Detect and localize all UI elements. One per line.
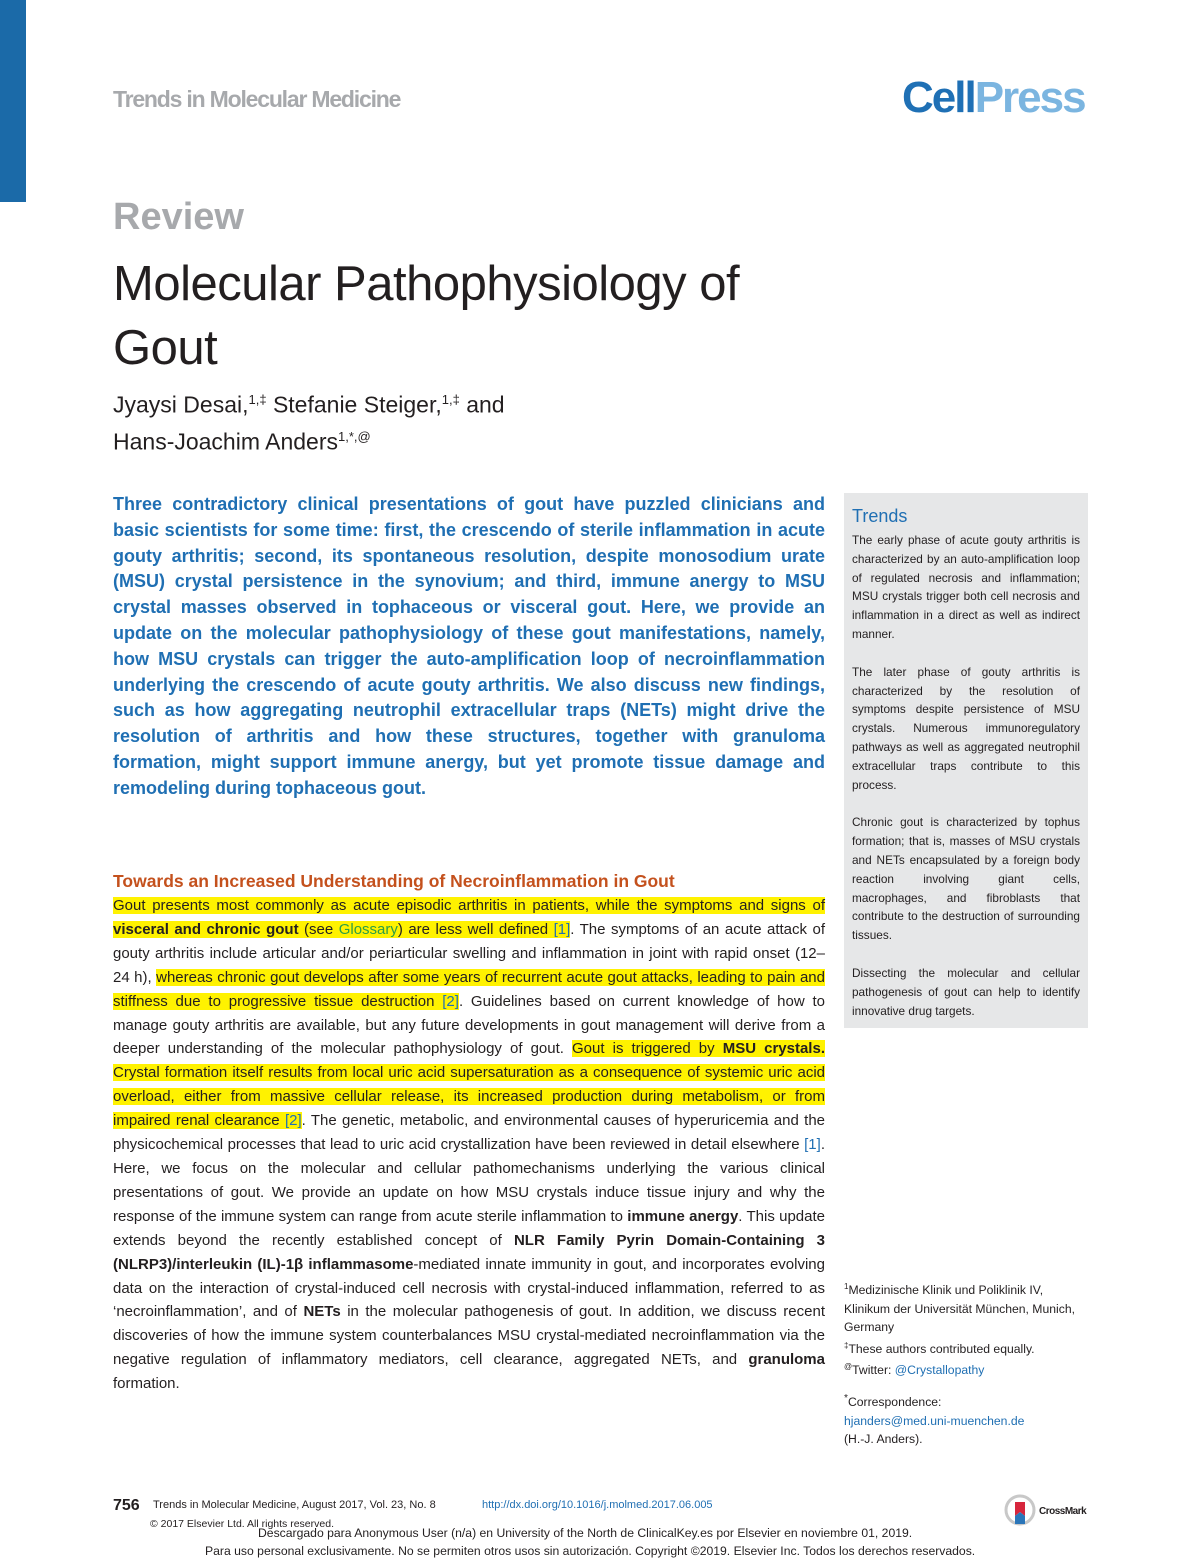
affiliation-text: Medizinische Klinik und Poliklinik IV, Klinikum der Universität München, Munich, Germany	[844, 1283, 1075, 1335]
body-paragraph	[113, 894, 825, 1396]
affiliation-item	[844, 1358, 1088, 1380]
author-conjunction: and	[466, 391, 505, 418]
affiliation-item	[844, 1337, 1088, 1359]
author-list	[113, 384, 833, 457]
trend-item: Chronic gout is characterized by tophus formation; that is, masses of MSU crystals and NETs encapsulated by a foreign body reaction involving giant cells, macrophages, and fibroblasts that contribute to the destruction of surrounding tissues.	[852, 815, 1080, 943]
body-text-run: (see	[298, 920, 339, 938]
body-text-run: ) are less well defined	[397, 920, 554, 938]
body-text-run: formation.	[113, 1375, 180, 1393]
affiliation-mark: ‡	[844, 1340, 849, 1350]
crossmark-icon	[1004, 1494, 1036, 1530]
page-number: 756	[113, 1497, 140, 1514]
glossary-term: visceral and chronic gout	[113, 920, 299, 938]
trend-item: Dissecting the molecular and cellular pathogenesis of gout can help to identify innovative drug targets.	[852, 965, 1080, 1018]
reference-link[interactable]: [2]	[442, 992, 459, 1010]
correspondence-author: (H.-J. Anders).	[844, 1432, 923, 1447]
cellpress-logo[interactable]	[902, 73, 1085, 122]
footer-doi-link[interactable]: http://dx.doi.org/10.1016/j.molmed.2017.06.005	[482, 1499, 713, 1511]
download-notice-line-1: Descargado para Anonymous User (n/a) en University of the North de ClinicalKey.es por Elsevier en noviembre 01, 2019.	[258, 1526, 913, 1540]
body-text-run: Crystal formation itself results from local uric acid supersaturation as a consequence of systemic uric acid overload, either from massive cellular release, its increased production during metabolism, or from impaired renal clearance	[113, 1064, 825, 1130]
body-text-run: whereas chronic gout develops after some years of recurrent acute gout attacks, leading to pain and stiffness due to progressive tissue destruction	[113, 968, 825, 1010]
trends-box	[844, 493, 1088, 1028]
author-affiliation-mark: 1,*,@	[338, 428, 371, 444]
author-affiliation-mark: 1,‡	[441, 392, 460, 407]
author-name: Hans-Joachim Anders	[113, 428, 338, 455]
reference-link[interactable]: [2]	[284, 1112, 302, 1130]
body-text-run: . Guidelines based on current knowledge of how to manage gouty arthritis are available, but any future developments in gout management will derive from a deeper understanding of the molecular pathophysiology of gout.	[113, 992, 825, 1058]
section-heading: Towards an Increased Understanding of Necroinflammation in Gout	[113, 871, 675, 891]
logo-press-text: Press	[974, 73, 1085, 122]
correspondence-mark: *	[844, 1393, 848, 1404]
glossary-term: NETs	[303, 1303, 341, 1321]
glossary-link[interactable]: Glossary	[338, 920, 398, 938]
reference-link[interactable]: [1]	[553, 920, 571, 938]
correspondence-label-line	[844, 1390, 1088, 1412]
correspondence	[844, 1390, 1088, 1449]
copyright-notice: © 2017 Elsevier Ltd. All rights reserved.	[150, 1518, 334, 1530]
trend-item: The early phase of acute gouty arthritis is characterized by an auto-amplification loop of regulated necrosis and inflammation; MSU crystals trigger both cell necrosis and inflammation in a direct as well as indirect manner.	[852, 533, 1080, 641]
correspondence-label: Correspondence:	[847, 1395, 942, 1410]
affiliations	[844, 1278, 1088, 1380]
glossary-term: MSU crystals.	[722, 1040, 825, 1058]
correspondence-email-link[interactable]: hjanders@med.uni-muenchen.de	[844, 1413, 1025, 1428]
body-text-run: . This update extends beyond the recently established concept of	[113, 1207, 826, 1249]
journal-color-bar	[0, 0, 26, 202]
affiliation-mark: 1	[844, 1282, 849, 1291]
affiliation-mark: @	[844, 1362, 853, 1372]
download-notice-line-2: Para uso personal exclusivamente. No se permiten otros usos sin autorización. Copyright ©2019. Elsevier Inc. Todos los derechos reservados.	[205, 1544, 976, 1558]
reference-link[interactable]: [1]	[804, 1136, 821, 1154]
logo-cell-text: Cell	[902, 73, 975, 122]
twitter-label: Twitter:	[852, 1363, 895, 1378]
footer-citation: Trends in Molecular Medicine, August 2017, Vol. 23, No. 8	[153, 1499, 436, 1511]
affiliation-item	[844, 1278, 1088, 1337]
body-text-run: . Here, we focus on the molecular and cellular pathomechanisms underlying the various clinical presentations of gout. We provide an update on how MSU crystals induce tissue injury and why the response of the immune system can range from acute sterile inflammation to	[113, 1136, 825, 1225]
author-name: Stefanie Steiger,	[272, 391, 442, 418]
article-title: Molecular Pathophysiology of Gout	[113, 257, 740, 375]
journal-name: Trends in Molecular Medicine	[113, 86, 401, 112]
body-text-run: -mediated innate immunity in gout, and incorporates evolving data on the interaction of crystal-induced cell necrosis with crystal-induced inflammation, referred to as ‘necroinflammation’, and of	[113, 1255, 825, 1321]
glossary-term: NLR Family Pyrin Domain-Containing 3 (NLRP3)/interleukin (IL)-1β inflammasome	[113, 1231, 825, 1273]
author-affiliation-mark: 1,‡	[248, 392, 267, 407]
glossary-term: granuloma	[748, 1351, 825, 1369]
abstract: Three contradictory clinical presentations of gout have puzzled clinicians and basic scientists for some time: first, the crescendo of sterile inflammation in acute gouty arthritis; second, its spontaneous resolution, despite monosodium urate (MSU) crystal persistence in the synovium; and third, immune anergy to MSU crystal masses observed in tophaceous or visceral gout. Here, we provide an update on the molecular pathophysiology of these gout manifestations, namely, how MSU crystals can trigger the auto-amplification loop of necroinflammation underlying the crescendo of acute gouty arthritis. We also discuss new findings, such as how aggregating neutrophil extracellular traps (NETs) might drive the resolution of arthritis and how these structures, together with granuloma formation, might support immune anergy, but yet promote tissue damage and remodeling during tophaceous gout.	[113, 494, 825, 798]
body-text-run: . The symptoms of an acute attack of gouty arthritis include articular and/or periarticular swelling and inflammation in joint with rapid onset (12–24 h),	[113, 920, 825, 986]
affiliation-text: These authors contributed equally.	[848, 1341, 1035, 1356]
crossmark-label: CrossMark	[1039, 1506, 1087, 1517]
glossary-term: immune anergy	[627, 1207, 739, 1225]
body-text-run: Gout presents most commonly as acute episodic arthritis in patients, while the symptoms and signs of	[113, 897, 825, 914]
twitter-handle-link[interactable]: @Crystallopathy	[894, 1363, 985, 1378]
body-text-run: Gout is triggered by	[572, 1040, 723, 1058]
body-text-run: . The genetic, metabolic, and environmental causes of hyperuricemia and the physicochemical processes that lead to uric acid crystallization have been reviewed in detail elsewhere	[113, 1112, 826, 1154]
body-text-run: in the molecular pathogenesis of gout. In addition, we discuss recent discoveries of how the immune system counterbalances MSU crystal-mediated necroinflammation via the negative regulation of inflammatory mediators, cell clearance, aggregated NETs, and	[113, 1303, 826, 1369]
trends-title: Trends	[852, 506, 908, 526]
author-name: Jyaysi Desai,	[113, 391, 249, 418]
article-type: Review	[113, 196, 244, 238]
trend-item: The later phase of gouty arthritis is characterized by the resolution of symptoms despite persistence of MSU crystals. Numerous immunoregulatory pathways as well as aggregated neutrophil extracellular traps contribute to this process.	[852, 664, 1080, 792]
crossmark-badge[interactable]	[1004, 1494, 1094, 1532]
